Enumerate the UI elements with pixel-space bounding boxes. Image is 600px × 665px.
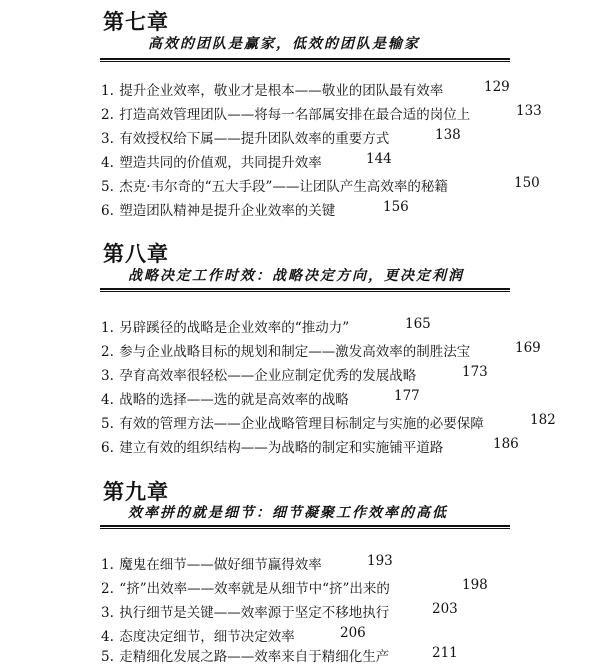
entry-title: 有效的管理方法——企业战略管理目标制定与实施的必要保障 [119,416,484,432]
entry-title: 态度决定细节，细节决定效率 [119,629,295,645]
entry-number: 2. [101,581,114,597]
entry-number: 3. [101,605,114,621]
chapter-subtitle: 战略决定工作时效：战略决定方向，更决定利润 [128,268,464,284]
entry-title: “挤”出效率——效率就是从细节中“挤”出来的 [119,581,390,597]
toc-entry[interactable] [101,364,416,384]
chapter-title: 第八章 [103,242,169,266]
toc-entry[interactable] [101,553,322,573]
entry-number: 5. [101,179,114,195]
entry-title: 提升企业效率，敬业才是根本——敬业的团队最有效率 [119,83,444,99]
entry-page: 156 [383,199,409,215]
chapter-subtitle: 效率拼的就是细节：细节凝聚工作效率的高低 [128,505,448,521]
entry-page: 198 [462,577,488,593]
toc-entry[interactable] [101,645,389,665]
entry-title: 魔鬼在细节——做好细节赢得效率 [119,557,322,573]
entry-title: 孕育高效率很轻松——企业应制定优秀的发展战略 [119,368,417,384]
toc-entry[interactable] [101,340,470,360]
entry-number: 1. [101,83,114,99]
entry-title: 战略的选择——选的就是高效率的战略 [119,392,349,408]
entry-number: 5. [101,649,114,665]
chapter-subtitle: 高效的团队是赢家，低效的团队是输家 [148,36,420,52]
entry-page: 129 [484,79,510,95]
entry-page: 182 [530,412,556,428]
chapter-title: 第九章 [103,480,169,504]
entry-number: 2. [101,107,114,123]
entry-title: 执行细节是关键——效率源于坚定不移地执行 [119,605,390,621]
entry-title: 杰克·韦尔奇的“五大手段”——让团队产生高效率的秘籍 [119,179,448,195]
toc-entry[interactable] [101,436,443,456]
entry-page: 144 [366,151,392,167]
toc-entry[interactable] [101,103,470,123]
entry-page: 169 [515,340,541,356]
entry-title: 塑造团队精神是提升企业效率的关键 [119,203,336,219]
entry-page: 177 [394,388,420,404]
toc-entry[interactable] [101,601,389,621]
toc-entry[interactable] [101,625,295,645]
toc-entry[interactable] [101,388,349,408]
entry-title: 另辟蹊径的战略是企业效率的“推动力” [119,320,350,336]
toc-entry[interactable] [101,175,448,195]
entry-page: 206 [340,625,366,641]
chapter-rule [100,288,510,292]
entry-page: 203 [432,601,458,617]
chapter-title: 第七章 [103,10,169,34]
entry-number: 1. [101,320,114,336]
toc-entry[interactable] [101,412,484,432]
entry-page: 173 [462,364,488,380]
entry-page: 193 [367,553,393,569]
chapter-rule [100,525,510,529]
entry-title: 走精细化发展之路——效率来自于精细化生产 [119,649,390,665]
entry-number: 4. [101,392,114,408]
toc-entry[interactable] [101,199,335,219]
entry-number: 5. [101,416,114,432]
entry-number: 6. [101,203,114,219]
entry-title: 参与企业战略目标的规划和制定——激发高效率的制胜法宝 [119,344,471,360]
entry-page: 186 [493,436,519,452]
entry-page: 138 [435,127,461,143]
entry-page: 150 [514,175,540,191]
entry-page: 165 [405,316,431,332]
entry-title: 有效授权给下属——提升团队效率的重要方式 [119,131,390,147]
entry-number: 4. [101,629,114,645]
entry-number: 3. [101,368,114,384]
entry-number: 3. [101,131,114,147]
entry-page: 211 [432,645,458,661]
entry-number: 1. [101,557,114,573]
chapter-rule [100,58,510,62]
entry-number: 6. [101,440,114,456]
entry-number: 4. [101,155,114,171]
entry-number: 2. [101,344,114,360]
toc-entry[interactable] [101,127,389,147]
toc-entry[interactable] [101,316,349,336]
toc-entry[interactable] [101,577,390,597]
entry-title: 塑造共同的价值观，共同提升效率 [119,155,322,171]
entry-title: 建立有效的组织结构——为战略的制定和实施铺平道路 [119,440,444,456]
entry-title: 打造高效管理团队——将每一名部属安排在最合适的岗位上 [119,107,471,123]
toc-entry[interactable] [101,151,322,171]
toc-entry[interactable] [101,79,443,99]
entry-page: 133 [516,103,542,119]
